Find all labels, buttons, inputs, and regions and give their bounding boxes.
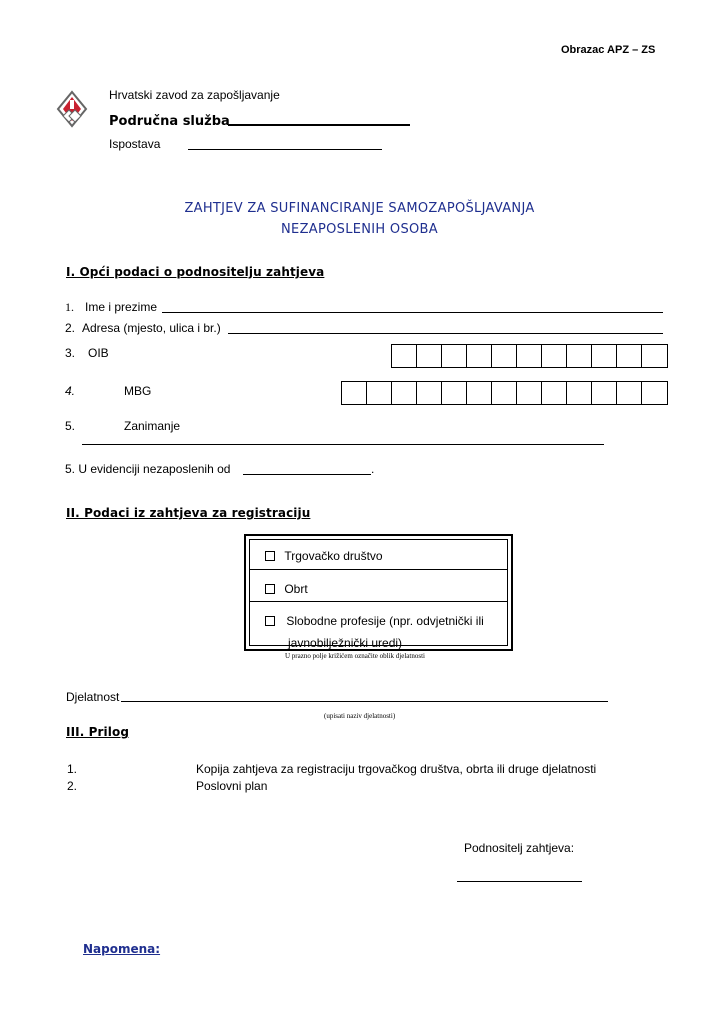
note-label: Napomena:	[83, 942, 161, 956]
mbg-boxes[interactable]	[341, 381, 668, 405]
activity-hint: (upisati naziv djelatnosti)	[324, 712, 396, 720]
attachment2-num: 2.	[67, 779, 78, 793]
activity-field[interactable]	[121, 701, 608, 702]
attachment2-text: Poslovni plan	[196, 779, 268, 793]
section1-heading: I. Opći podaci o podnositelju zahtjeva	[66, 265, 325, 279]
company-checkbox[interactable]	[265, 551, 275, 561]
address-label: Adresa (mjesto, ulica i br.)	[82, 321, 221, 335]
field2-num: 2.	[65, 321, 76, 335]
signature-field[interactable]	[457, 881, 582, 882]
occupation-field[interactable]	[82, 444, 604, 445]
title-line2: NEZAPOSLENIH OSOBA	[281, 222, 438, 237]
name-field[interactable]	[162, 312, 663, 313]
option-professions[interactable]	[265, 614, 484, 628]
option-craft[interactable]	[265, 582, 308, 596]
professions-checkbox[interactable]	[265, 616, 275, 626]
professions-label-line2: javnobilježnički uredi)	[288, 636, 403, 650]
address-field[interactable]	[228, 333, 663, 334]
field4-num: 4.	[65, 384, 76, 398]
attachment1-text: Kopija zahtjeva za registraciju trgovačkog društva, obrta ili druge djelatnosti	[196, 762, 597, 776]
professions-label-line1: Slobodne profesije (npr. odvjetnički ili	[286, 614, 484, 628]
checkbox-hint: U prazno polje križićem označite oblik djelatnosti	[285, 652, 425, 660]
evidence-end: .	[371, 462, 375, 476]
company-label: Trgovačko društvo	[284, 549, 383, 563]
oib-boxes[interactable]	[391, 344, 668, 368]
office-label: Područna služba	[109, 114, 230, 129]
signature-label: Podnositelj zahtjeva:	[464, 841, 575, 855]
field5-num: 5.	[65, 419, 76, 433]
branch-field[interactable]	[188, 149, 382, 150]
title-line1: ZAHTJEV ZA SUFINANCIRANJE SAMOZAPOŠLJAVANJA	[184, 201, 535, 216]
option-company[interactable]	[265, 549, 383, 563]
evidence-date-field[interactable]	[243, 474, 371, 475]
branch-label: Ispostava	[109, 137, 161, 151]
craft-checkbox[interactable]	[265, 584, 275, 594]
activity-label: Djelatnost	[66, 690, 120, 704]
field3-num: 3.	[65, 346, 76, 360]
craft-label: Obrt	[284, 582, 308, 596]
institution-name: Hrvatski zavod za zapošljavanje	[109, 88, 280, 102]
attachment1-num: 1.	[67, 762, 78, 776]
evidence-label: 5. U evidenciji nezaposlenih od	[65, 462, 231, 476]
office-field[interactable]	[228, 124, 410, 126]
form-code: Obrazac APZ – ZS	[561, 44, 656, 56]
section2-heading: II. Podaci iz zahtjeva za registraciju	[66, 506, 311, 520]
oib-label: OIB	[88, 346, 109, 360]
mbg-label: MBG	[124, 384, 152, 398]
field1-num: 1.	[65, 300, 74, 314]
hzz-logo	[55, 90, 89, 128]
section3-heading: III. Prilog	[66, 725, 130, 739]
name-label: Ime i prezime	[85, 300, 158, 314]
occupation-label: Zanimanje	[124, 419, 181, 433]
